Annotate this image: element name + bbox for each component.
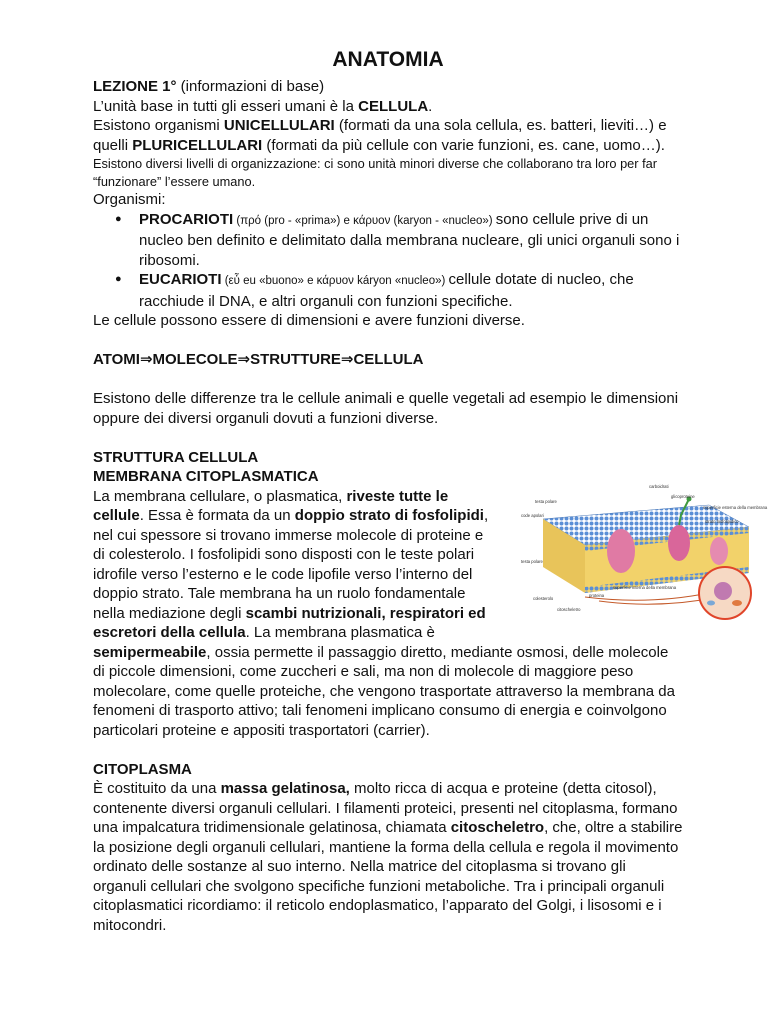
bold-span: doppio strato di fosfolipidi [294,507,484,524]
bold-span: EUCARIOTI [139,271,222,288]
text-span: L’unità base in tutti gli esseri umani è la [93,97,359,115]
hierarchy-chain: ATOMI⇒MOLECOLE⇒STRUTTURE⇒CELLULA [93,351,424,368]
differences-paragraph: Esistono delle differenze tra le cellule animali e quelle vegetali ad esempio le dimensioni oppure dei diversi organuli dovuti a funzioni diverse. [93,390,679,427]
text-span: La membrana cellulare, o plasmatica, [93,487,347,505]
membrane-diagram-svg [509,481,768,621]
bold-span: MEMBRANA CITOPLASMATICA [93,468,319,485]
label-citoscheletro: citoscheletro [557,606,581,612]
text-span: Esistono organismi [93,117,224,134]
document-page [93,47,768,935]
label-carboidrati: carboidrati [649,483,669,489]
cell-unit-line [93,97,683,117]
text-span: È costituito da una [93,780,221,797]
organisms-label: Organismi: [93,191,166,208]
organisms-list [93,210,683,312]
bold-span: riveste tutte le cellule [93,487,449,524]
membrane-illustration [509,481,768,621]
document-title: ANATOMIA [332,48,444,71]
bold-span: PLURICELLULARI [132,136,263,154]
bold-span: citoscheletro [450,819,545,836]
bold-span: semipermeabile [93,643,207,661]
label-code-apolari: code apolari [521,512,544,518]
protein-shape [710,537,728,565]
cell-nucleus [714,582,732,600]
text-span: . [428,97,433,115]
cytoplasm-paragraph [93,779,683,935]
cell-organelle [732,600,742,606]
text-span: . Essa è formata da un [139,507,295,524]
text-span: (formati da più cellule con varie funzioni, es. cane, uomo…). [262,136,665,154]
list-item [139,270,683,311]
text-span: , ossia permette il passaggio diretto, mediante osmosi, delle molecole di piccole dimensioni, come zuccheri e sali, ma non di molecole di maggiore peso molecolare, come quelle proteiche, che vengono trasportate attraverso la membrana da fenomeni di trasporto attivo; tali fenomeni implicano consumo di energia e coinvolgono particolari proteine e appositi trasportatori (carrier). [93,643,675,739]
bold-span: PROCARIOTI [139,210,234,228]
protein-shape [668,525,690,561]
structure-heading [93,448,683,468]
label-proteina: proteina [589,592,605,598]
text-span: sono cellule prive di un nucleo ben definito e delimitato dalla membrana nucleare, gli unici organuli sono i ribosomi. [139,210,680,269]
text-span: , che, oltre a stabilire la posizione degli organuli cellulari, mantiene la forma della cellula e regola il movimento ordinato delle sostanze al suo interno. Nella matrice del citoplasma si trovano gli organuli cellulari che svolgono specifiche funzioni metaboliche. Tra i principali organuli citoplasmatici ricordiamo: il reticolo endoplasmatico, l’apparato del Golgi, i lisosomi e i mitocondri. [93,819,683,934]
lesson-label: LEZIONE 1° [93,78,177,95]
text-span: . La membrana plasmatica è [245,624,435,641]
label-strato-fosfolipidico: strato fosfolipidico [705,518,739,524]
protein-shape [607,529,635,573]
cell-organelle [707,600,715,605]
etymology-span: (πρό (pro - «prima») e κάρυον (karyon - «nucleo») [233,214,496,227]
etymology-span: (εὖ eu «buono» e κάρυον káryon «nucleo») [221,275,449,287]
bold-span: CELLULA [358,97,429,115]
organism-types-paragraph [93,116,683,155]
text-span: , nel cui spessore si trovano immerse molecole di proteine e di colesterolo. I fosfolipidi sono disposti con le teste polari idrofile verso l’esterno e le code lipofile verso l’interno del doppio strato. Tale membrana ha un ruolo fondamentale nella mediazione degli [93,507,489,622]
cytoplasm-heading [93,760,683,780]
label-superficie-esterna: superficie esterna della membrana [703,504,768,510]
bold-span: CITOPLASMA [93,760,192,778]
organization-levels-paragraph: Esistono diversi livelli di organizzazione: ci sono unità minori diverse che collaborano tra loro per far “funzionare” l’essere umano. [93,156,658,189]
lesson-line [93,77,683,97]
bold-span: STRUTTURA CELLULA [93,448,259,466]
lesson-note: (informazioni di base) [176,78,325,95]
text-span: cellule dotate di nucleo, che racchiude il DNA, e altri organuli con funzioni specifiche. [139,271,634,310]
label-testa-polare: testa polare [535,498,557,504]
cells-size-paragraph: Le cellule possono essere di dimensioni e avere funzioni diverse. [93,312,525,329]
text-span: molto ricca di acqua e proteine (detta citosol), contenente diversi organuli cellulari. I filamenti proteici, presenti nel citoplasma, formano una impalcatura tridimensionale gelatinosa, chiamata [93,780,678,836]
label-testa-polare-2: testa polare [521,558,543,564]
bold-span: scambi nutrizionali, respiratori ed escretori della cellula [93,604,486,641]
label-superficie-interna: superficie interna della membrana [613,584,677,590]
list-item [139,210,683,271]
bold-span: massa gelatinosa, [220,780,350,797]
label-glicoproteine: glicoproteine [671,493,695,499]
bold-span: UNICELLULARI [223,117,335,134]
label-colesterolo: colesterolo [533,595,554,601]
text-span: (formati da una sola cellula, es. batteri, lieviti…) e quelli [93,117,667,154]
